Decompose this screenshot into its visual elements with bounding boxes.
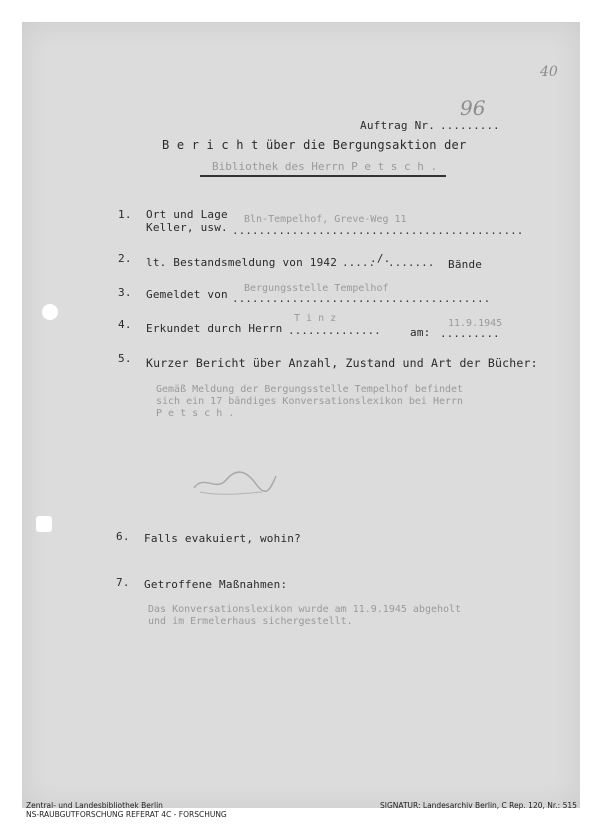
item-1-number: 1. — [118, 208, 132, 221]
item-5-text-line2: sich ein 17 bändiges Konversationslexikon bei Herrn — [156, 396, 464, 407]
pencil-scribble — [190, 462, 280, 502]
title-underline — [200, 175, 446, 177]
item-5-text-line1: Gemäß Meldung der Bergungsstelle Tempelhof befindet — [156, 384, 464, 395]
item-4-label: Erkundet durch Herrn — [146, 322, 283, 335]
item-4-date: 11.9.1945 — [448, 318, 503, 329]
item-2-number: 2. — [118, 252, 132, 265]
page-number: 40 — [540, 64, 558, 80]
punch-hole-bottom — [36, 516, 52, 532]
item-4-number: 4. — [118, 318, 132, 331]
item-6-label: Falls evakuiert, wohin? — [144, 532, 301, 545]
footer-left-line1: Zentral- und Landesbibliothek Berlin — [26, 801, 163, 810]
item-1-label-line1: Ort und Lage — [146, 208, 228, 221]
footer-signature: SIGNATUR: Landesarchiv Berlin, C Rep. 120, Nr.: 515 — [380, 801, 577, 810]
item-1-dots: ............................................ — [232, 224, 524, 237]
item-5-label: Kurzer Bericht über Anzahl, Zustand und Art der Bücher: — [146, 356, 538, 370]
item-2-suffix: Bände — [448, 258, 483, 271]
item-3-number: 3. — [118, 286, 132, 299]
item-3-dots: ....................................... — [232, 292, 491, 305]
item-4-am-label: am: — [410, 326, 431, 339]
item-4-value: T i n z — [294, 313, 337, 324]
report-title: B e r i c h t über die Bergungsaktion der — [162, 138, 467, 152]
item-2-value: ./. — [370, 252, 391, 265]
item-7-number: 7. — [116, 576, 130, 589]
item-2-dots-left: ..... — [342, 256, 376, 269]
auftrag-label: Auftrag Nr. — [360, 119, 436, 132]
item-7-text-line2: und im Ermelerhaus sichergestellt. — [148, 616, 353, 627]
item-2-dots-right: ....... — [388, 256, 435, 269]
punch-hole-top — [42, 304, 58, 320]
item-7-text-line1: Das Konversationslexikon wurde am 11.9.1945 abgeholt — [148, 604, 462, 615]
footer-left-line2: NS-RAUBGUTFORSCHUNG REFERAT 4C - FORSCHUNG — [26, 810, 227, 819]
item-3-value: Bergungsstelle Tempelhof — [244, 283, 389, 294]
item-2-label: lt. Bestandsmeldung von 1942 — [146, 256, 338, 269]
item-4-date-dots: ......... — [440, 327, 500, 340]
library-name: Bibliothek des Herrn P e t s c h . — [212, 160, 438, 173]
item-5-number: 5. — [118, 352, 132, 365]
item-3-label: Gemeldet von — [146, 288, 228, 301]
item-7-label: Getroffene Maßnahmen: — [144, 578, 288, 591]
item-1-label-line2: Keller, usw. — [146, 221, 228, 234]
item-6-number: 6. — [116, 530, 130, 543]
item-4-dots: .............. — [288, 324, 381, 337]
item-5-text-line3: P e t s c h . — [156, 408, 235, 419]
auftrag-number: 96 — [460, 96, 486, 120]
item-1-value: Bln-Tempelhof, Greve-Weg 11 — [244, 214, 407, 225]
auftrag-dots: ......... — [440, 119, 500, 132]
